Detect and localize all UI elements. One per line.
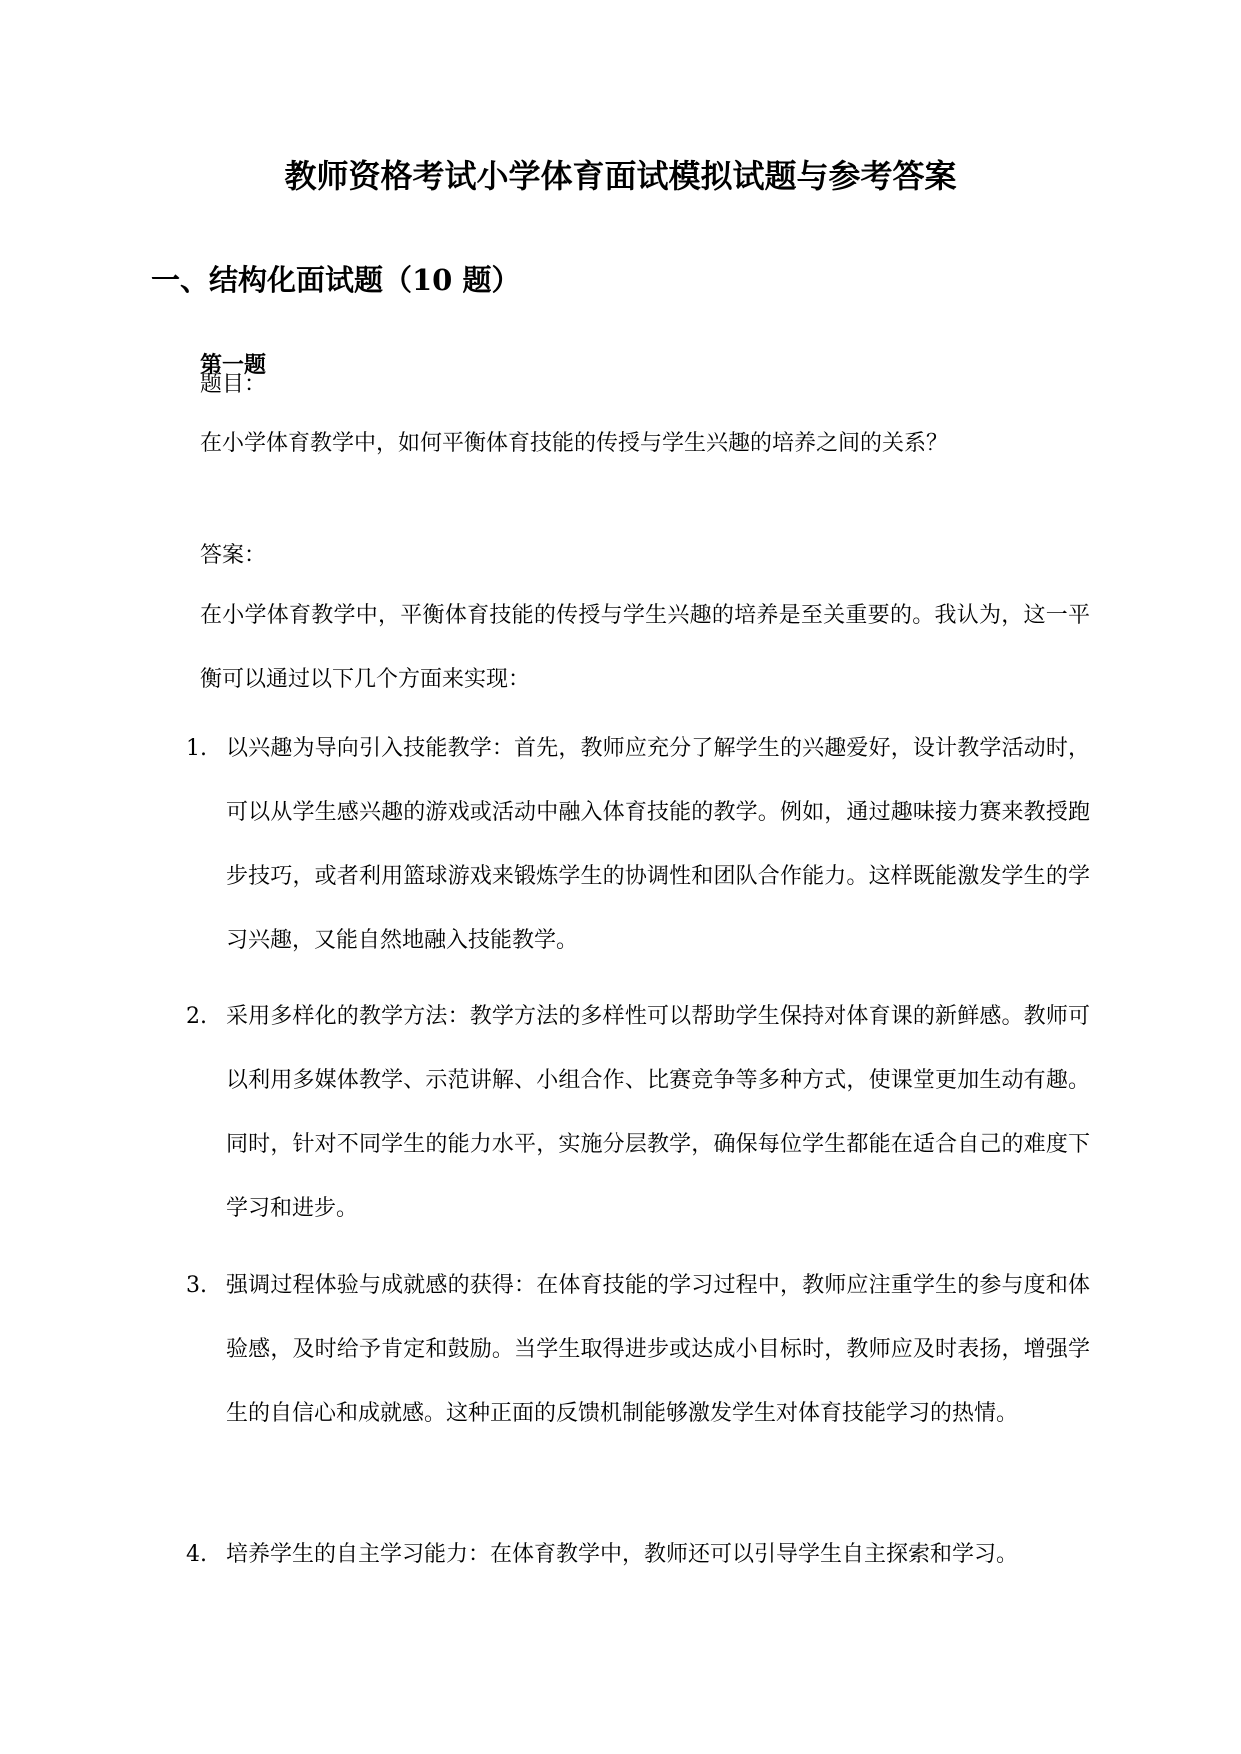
answer-point-text: 采用多样化的教学方法：教学方法的多样性可以帮助学生保持对体育课的新鲜感。教师可以利用多媒体教学、示范讲解、小组合作、比赛竞争等多种方式，使课堂更加生动有趣。同时，针对不同学生的能力水平，实施分层教学，确保每位学生都能在适合自己的难度下学习和进步。 bbox=[226, 1004, 1090, 1221]
answer-intro: 在小学体育教学中，平衡体育技能的传授与学生兴趣的培养是至关重要的。我认为，这一平衡可以通过以下几个方面来实现： bbox=[200, 603, 1090, 692]
answer-point bbox=[186, 717, 1090, 973]
answer-point bbox=[186, 1254, 1090, 1446]
question-title: 第一题 bbox=[200, 352, 267, 378]
answer-label: 答案： bbox=[200, 543, 267, 568]
answer-point bbox=[186, 985, 1090, 1241]
answer-point bbox=[186, 1523, 1090, 1587]
document-title: 教师资格考试小学体育面试模拟试题与参考答案 bbox=[284, 157, 957, 195]
answer-point-text: 以兴趣为导向引入技能教学：首先，教师应充分了解学生的兴趣爱好，设计教学活动时，可以从学生感兴趣的游戏或活动中融入体育技能的教学。例如，通过趣味接力赛来教授跑步技巧，或者利用篮球游戏来锻炼学生的协调性和团队合作能力。这样既能激发学生的学习兴趣，又能自然地融入技能教学。 bbox=[226, 736, 1090, 953]
answer-point-text: 培养学生的自主学习能力：在体育教学中，教师还可以引导学生自主探索和学习。 bbox=[226, 1542, 1019, 1567]
answer-point-number: 1. bbox=[186, 736, 207, 761]
question-label: 题目： bbox=[200, 372, 267, 397]
section-heading: 一、结构化面试题（10 题） bbox=[151, 263, 521, 297]
question-text: 在小学体育教学中，如何平衡体育技能的传授与学生兴趣的培养之间的关系？ bbox=[200, 431, 949, 456]
answer-point-text: 强调过程体验与成就感的获得：在体育技能的学习过程中，教师应注重学生的参与度和体验感，及时给予肯定和鼓励。当学生取得进步或达成小目标时，教师应及时表扬，增强学生的自信心和成就感。这种正面的反馈机制能够激发学生对体育技能学习的热情。 bbox=[226, 1273, 1090, 1426]
answer-point-number: 3. bbox=[186, 1273, 207, 1298]
answer-point-number: 4. bbox=[186, 1542, 207, 1567]
answer-point-number: 2. bbox=[186, 1004, 207, 1029]
